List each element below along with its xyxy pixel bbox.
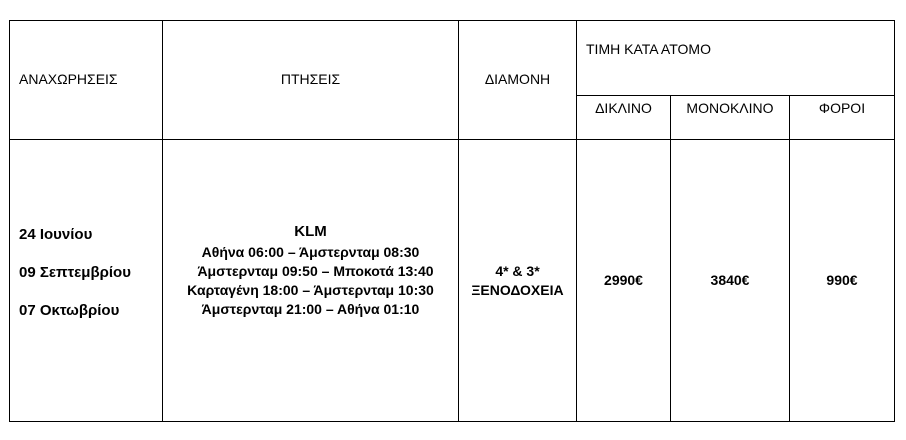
header-departures — [19, 20, 159, 139]
accommodation-stars: 4* & 3* — [495, 263, 540, 279]
header-departures-label: ΑΝΑΧΩΡΗΣΕΙΣ — [19, 71, 118, 87]
header-accommodation-label: ΔΙΑΜΟΝΗ — [484, 71, 551, 87]
header-price-per-person — [586, 34, 886, 64]
col-divider-4 — [670, 95, 671, 422]
flight-schedule — [163, 218, 458, 322]
taxes-price-value: 990€ — [826, 271, 858, 288]
single-price-value: 3840€ — [710, 271, 750, 288]
single-price — [671, 270, 789, 290]
departure-date: 09 Σεπτεμβρίου — [19, 263, 131, 281]
accommodation-value — [459, 260, 576, 302]
header-flights — [163, 20, 458, 139]
col-divider-5 — [789, 95, 790, 422]
taxes-price — [790, 270, 894, 290]
flight-leg: Καρταγένη 18:00 – Άμστερνταμ 10:30 — [187, 281, 434, 298]
header-taxes — [790, 96, 894, 120]
airline-name: KLM — [294, 222, 327, 240]
table-border-left — [9, 20, 10, 422]
header-flights-label: ΠΤΗΣΕΙΣ — [280, 71, 341, 87]
flight-leg: Άμστερνταμ 09:50 – Μποκοτά 13:40 — [197, 262, 434, 279]
accommodation-type: ΞΕΝΟΔΟΧΕΙΑ — [471, 282, 564, 298]
double-price-value: 2990€ — [604, 271, 643, 288]
departure-date: 07 Οκτωβρίου — [19, 301, 120, 319]
double-price — [577, 270, 670, 290]
header-bottom-border — [9, 139, 895, 140]
table-border-bottom — [9, 421, 895, 422]
header-taxes-label: ΦΟΡΟΙ — [818, 99, 866, 116]
flight-leg: Αθήνα 06:00 – Άμστερνταμ 08:30 — [201, 243, 420, 260]
col-divider-3 — [576, 20, 577, 422]
departure-dates — [19, 222, 161, 322]
flight-leg: Άμστερνταμ 21:00 – Αθήνα 01:10 — [201, 300, 420, 317]
header-single — [671, 96, 789, 120]
header-double — [577, 96, 670, 120]
table-border-right — [894, 20, 895, 422]
header-accommodation — [459, 20, 576, 139]
header-single-label: ΜΟΝΟΚΛΙΝΟ — [686, 99, 774, 116]
departure-date: 24 Ιουνίου — [19, 225, 93, 243]
header-double-label: ΔΙΚΛΙΝΟ — [595, 99, 652, 116]
header-price-per-person-label: ΤΙΜΗ ΚΑΤΑ ΑΤΟΜΟ — [586, 40, 711, 57]
